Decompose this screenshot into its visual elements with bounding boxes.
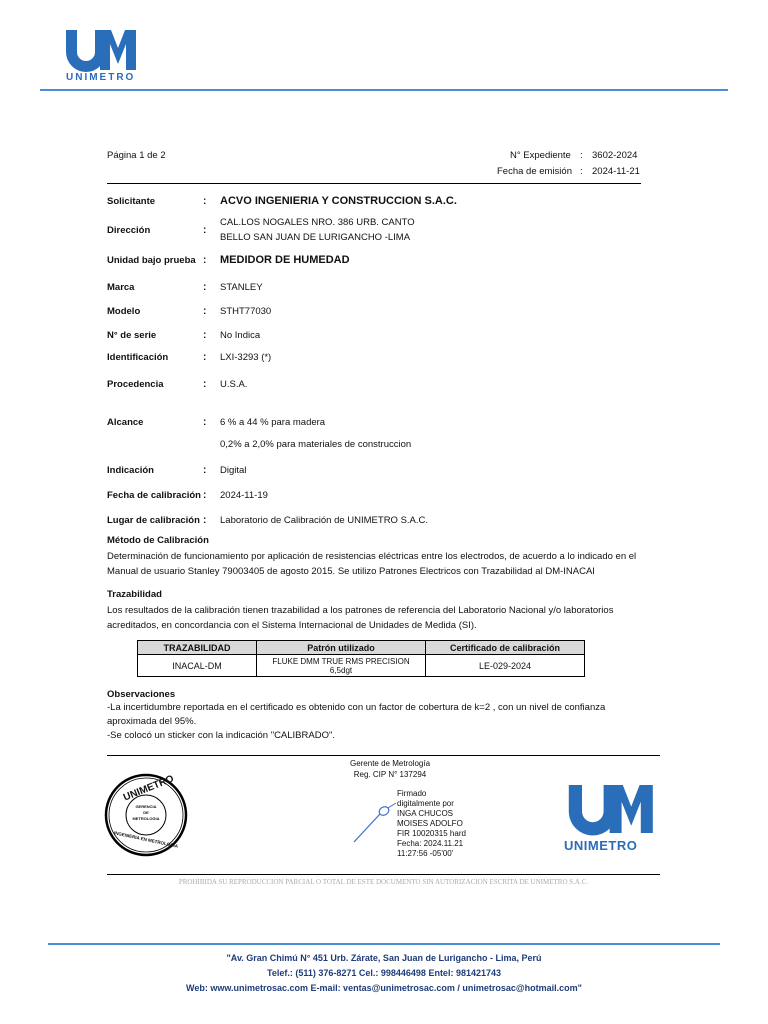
field-value: Digital <box>220 465 247 476</box>
table-header: Patrón utilizado <box>257 641 426 655</box>
expediente-value: 3602-2024 <box>592 150 638 161</box>
field-label: Modelo <box>107 306 141 317</box>
seal-outer-text: UNIMETRO <box>121 773 176 804</box>
digital-signature-line: MOISES ADOLFO <box>397 819 463 828</box>
field-label: Lugar de calibración <box>107 515 200 526</box>
metodo-text: Determinación de funcionamiento por aplicación de resistencias eléctricas entre los electrodos, de acuerdo a lo indicado en el Manual de usuario Stanley 79003405 de agosto 2015. Se utilizo Patrones Electricos con Trazabilidad al DM-INACAI <box>107 551 637 577</box>
colon: : <box>203 282 207 293</box>
footer-web: Web: www.unimetrosac.com E-mail: ventas@unimetrosac.com / unimetrosac@hotmail.com" <box>186 983 582 993</box>
field-value: Laboratorio de Calibración de UNIMETRO S.A.C. <box>220 515 429 526</box>
digital-signature-line: Firmado <box>397 789 427 798</box>
trazabilidad-title: Trazabilidad <box>107 589 162 600</box>
header-rule <box>40 89 728 91</box>
colon: : <box>203 352 207 363</box>
field-label: Fecha de calibración <box>107 490 201 501</box>
field-label: Dirección <box>107 225 151 236</box>
colon: : <box>580 150 583 161</box>
field-label: Unidad bajo prueba <box>107 255 196 266</box>
observacion-line: aproximada del 95%. <box>107 716 197 727</box>
colon: : <box>203 196 207 207</box>
unimetro-logo <box>62 26 142 89</box>
field-label: N° de serie <box>107 330 157 341</box>
seal-inner-text: DE <box>143 810 149 815</box>
seal-bottom-text: INGENIERIA EN METROLOGIA <box>113 830 179 849</box>
prohibition-divider <box>107 874 660 875</box>
table-cell: LE-029-2024 <box>426 655 585 677</box>
field-value: LXI-3293 (*) <box>220 352 272 363</box>
trazabilidad-table <box>137 640 585 677</box>
colon: : <box>203 330 207 341</box>
seal-inner-text: METROLOGIA <box>132 816 160 821</box>
colon: : <box>203 379 207 390</box>
emision-value: 2024-11-21 <box>592 166 640 177</box>
footer-address: "Av. Gran Chimú N° 451 Urb. Zárate, San Juan de Lurigancho - Lima, Perú <box>226 953 542 963</box>
footer-phones: Telef.: (511) 376-8271 Cel.: 998446498 Entel: 981421743 <box>267 968 501 978</box>
prohibition-note: PROHIBIDA SU REPRODUCCION PARCIAL O TOTAL DE ESTE DOCUMENTO SIN AUTORIZACION ESCRITA DE UNIMETRO S.A.C. <box>178 878 589 886</box>
colon: : <box>203 225 207 236</box>
logo-name: UNIMETRO <box>564 838 638 853</box>
field-value: CAL.LOS NOGALES NRO. 386 URB. CANTO <box>220 217 415 228</box>
digital-signature-line: INGA CHUCOS <box>397 809 454 818</box>
colon: : <box>203 490 207 501</box>
signature-divider <box>107 755 660 756</box>
colon: : <box>580 166 583 177</box>
colon: : <box>203 417 207 428</box>
digital-signature-line: FIR 10020315 hard <box>397 829 466 838</box>
logo-name: UNIMETRO <box>66 72 136 83</box>
digital-signature-line: 11:27:56 -05'00' <box>397 849 454 858</box>
field-label: Solicitante <box>107 196 156 207</box>
signer-reg: Reg. CIP N° 137294 <box>353 770 427 779</box>
page-number: Página 1 de 2 <box>107 150 166 161</box>
observaciones-title: Observaciones <box>107 689 176 700</box>
field-value: ACVO INGENIERIA Y CONSTRUCCION S.A.C. <box>220 195 457 207</box>
table-header-row <box>138 641 585 655</box>
colon: : <box>203 515 207 526</box>
field-label: Identificación <box>107 352 169 363</box>
field-label: Alcance <box>107 417 144 428</box>
field-label: Indicación <box>107 465 154 476</box>
field-value: No Indica <box>220 330 261 341</box>
header-divider <box>107 183 641 184</box>
field-value: 2024-11-19 <box>220 490 268 501</box>
expediente-label: N° Expediente <box>510 150 571 161</box>
unimetro-logo-large <box>564 780 660 853</box>
signer-role: Gerente de Metrología <box>349 759 431 768</box>
table-row <box>138 655 585 677</box>
digital-signature-block <box>397 789 466 859</box>
table-cell: INACAL-DM <box>138 655 257 677</box>
colon: : <box>203 306 207 317</box>
field-value-line2: 0,2% a 2,0% para materiales de construccion <box>220 439 412 450</box>
observacion-line: -Se colocó un sticker con la indicación "CALIBRADO". <box>107 730 335 741</box>
seal-inner-text: GERENCIA <box>135 804 157 809</box>
field-value: STANLEY <box>220 282 263 293</box>
colon: : <box>203 465 207 476</box>
trazabilidad-text: Los resultados de la calibración tienen trazabilidad a los patrones de referencia del Laboratorio Nacional y/o laboratorios acreditados, en concordancia con el Sistema Internacional de Unidades de Medida (SI). <box>107 605 614 631</box>
field-value: 6 % a 44 % para madera <box>220 417 326 428</box>
observacion-line: -La incertidumbre reportada en el certificado es obtenido con un factor de cobertura de k=2 , con un nivel de confianza <box>107 702 606 713</box>
table-cell: FLUKE DMM TRUE RMS PRECISION 6,5dgt <box>257 655 426 677</box>
digital-signature-line: digitalmente por <box>397 799 454 808</box>
table-header: TRAZABILIDAD <box>138 641 257 655</box>
signature-scribble <box>350 800 400 850</box>
field-value: U.S.A. <box>220 379 248 390</box>
footer-rule <box>48 943 720 945</box>
digital-signature-line: Fecha: 2024.11.21 <box>397 839 464 848</box>
table-header: Certificado de calibración <box>426 641 585 655</box>
signature-icon <box>350 800 400 845</box>
emision-label: Fecha de emisión <box>497 166 572 177</box>
um-logo-mark <box>564 780 660 838</box>
colon: : <box>203 255 207 266</box>
field-value: MEDIDOR DE HUMEDAD <box>220 254 350 266</box>
field-label: Marca <box>107 282 135 293</box>
field-value-line2: BELLO SAN JUAN DE LURIGANCHO -LIMA <box>220 232 411 243</box>
field-label: Procedencia <box>107 379 164 390</box>
metodo-title: Método de Calibración <box>107 535 209 546</box>
metrology-seal <box>104 773 188 857</box>
field-value: STHT77030 <box>220 306 272 317</box>
